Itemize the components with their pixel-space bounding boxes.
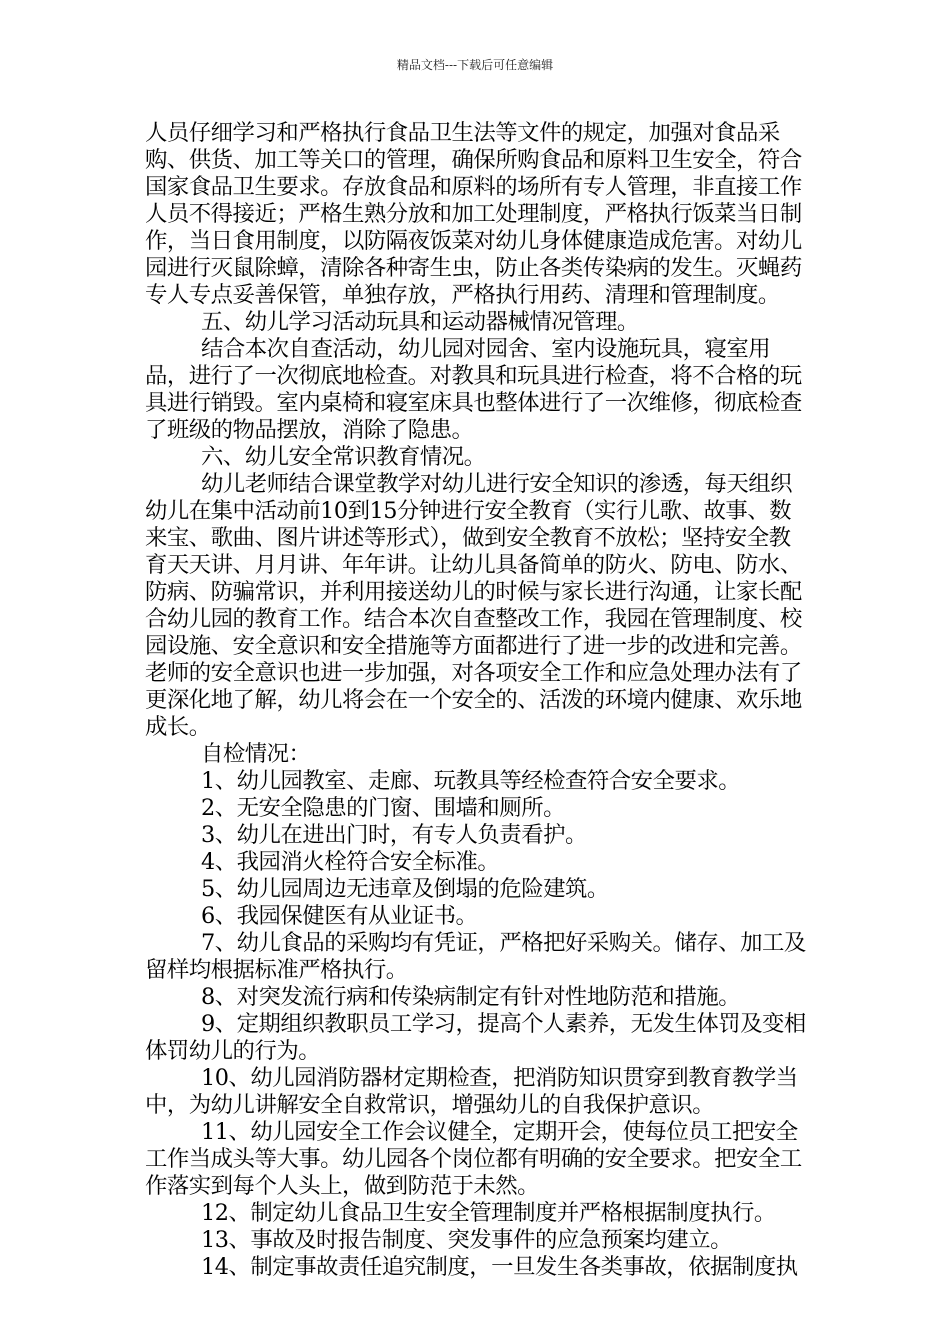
list-item: 5、幼儿园周边无违章及倒塌的危险建筑。 [201, 876, 609, 902]
list-item: 4、我园消火栓符合安全标准。 [201, 849, 500, 875]
list-item: 10、幼儿园消防器材定期检查，把消防知识贯穿到教育教学当中，为幼儿讲解安全自救常识，增强幼儿的自我保护意识。 [145, 1065, 798, 1118]
document-body [145, 120, 807, 1281]
list-item: 11、幼儿园安全工作会议健全，定期开会，使每位员工把安全工作当成头等大事。幼儿园各个岗位都有明确的安全要求。把安全工作落实到每个人头上，做到防范于未然。 [145, 1119, 802, 1199]
list-item: 13、事故及时报告制度、突发事件的应急预案均建立。 [201, 1227, 732, 1253]
paragraph: 人员仔细学习和严格执行食品卫生法等文件的规定，加强对食品采购、供货、加工等关口的管理，确保所购食品和原料卫生安全，符合国家食品卫生要求。存放食品和原料的场所有专人管理，非直接工作人员不得接近；严格生熟分放和加工处理制度，严格执行饭菜当日制作，当日食用制度，以防隔夜饭菜对幼儿身体健康造成危害。对幼儿园进行灭鼠除蟑，清除各种寄生虫，防止各类传染病的发生。灭蝇药专人专点妥善保管，单独存放，严格执行用药、清理和管理制度。 [145, 120, 802, 308]
list-item: 2、无安全隐患的门窗、围墙和厕所。 [201, 795, 565, 821]
list-item: 6、我园保健医有从业证书。 [201, 903, 478, 929]
paragraph: 幼儿老师结合课堂教学对幼儿进行安全知识的渗透，每天组织幼儿在集中活动前10到15分钟进行安全教育（实行儿歌、故事、数来宝、歌曲、图片讲述等形式），做到安全教育不放松；坚持安全教育天天讲、月月讲、年年讲。让幼儿具备简单的防火、防电、防水、防病、防骗常识，并利用接送幼儿的时候与家长进行沟通，让家长配合幼儿园的教育工作。结合本次自查整改工作，我园在管理制度、校园设施、安全意识和安全措施等方面都进行了进一步的改进和完善。老师的安全意识也进一步加强，对各项安全工作和应急处理办法有了更深化地了解，幼儿将会在一个安全的、活泼的环境内健康、欢乐地成长。 [145, 471, 802, 740]
list-item: 14、制定事故责任追究制度，一旦发生各类事故，依据制度执 [201, 1254, 798, 1280]
list-item: 12、制定幼儿食品卫生安全管理制度并严格根据制度执行。 [201, 1200, 776, 1226]
list-item: 9、定期组织教职员工学习，提高个人素养，无发生体罚及变相体罚幼儿的行为。 [145, 1011, 806, 1064]
list-item: 8、对突发流行病和传染病制定有针对性地防范和措施。 [201, 984, 741, 1010]
list-item: 1、幼儿园教室、走廊、玩教具等经检查符合安全要求。 [201, 768, 741, 794]
page-header: 精品文档---下载后可任意编辑 [396, 58, 554, 72]
section-heading: 五、幼儿学习活动玩具和运动器械情况管理。 [201, 309, 639, 335]
section-heading: 自检情况： [201, 741, 311, 767]
list-item: 7、幼儿食品的采购均有凭证，严格把好采购关。储存、加工及留样均根据标准严格执行。 [145, 930, 806, 983]
list-item: 3、幼儿在进出门时，有专人负责看护。 [201, 822, 587, 848]
paragraph: 结合本次自查活动，幼儿园对园舍、室内设施玩具，寝室用品，进行了一次彻底地检查。对教具和玩具进行检查，将不合格的玩具进行销毁。室内桌椅和寝室床具也整体进行了一次维修，彻底检查了班级的物品摆放，消除了隐患。 [145, 336, 802, 443]
section-heading: 六、幼儿安全常识教育情况。 [201, 444, 486, 470]
